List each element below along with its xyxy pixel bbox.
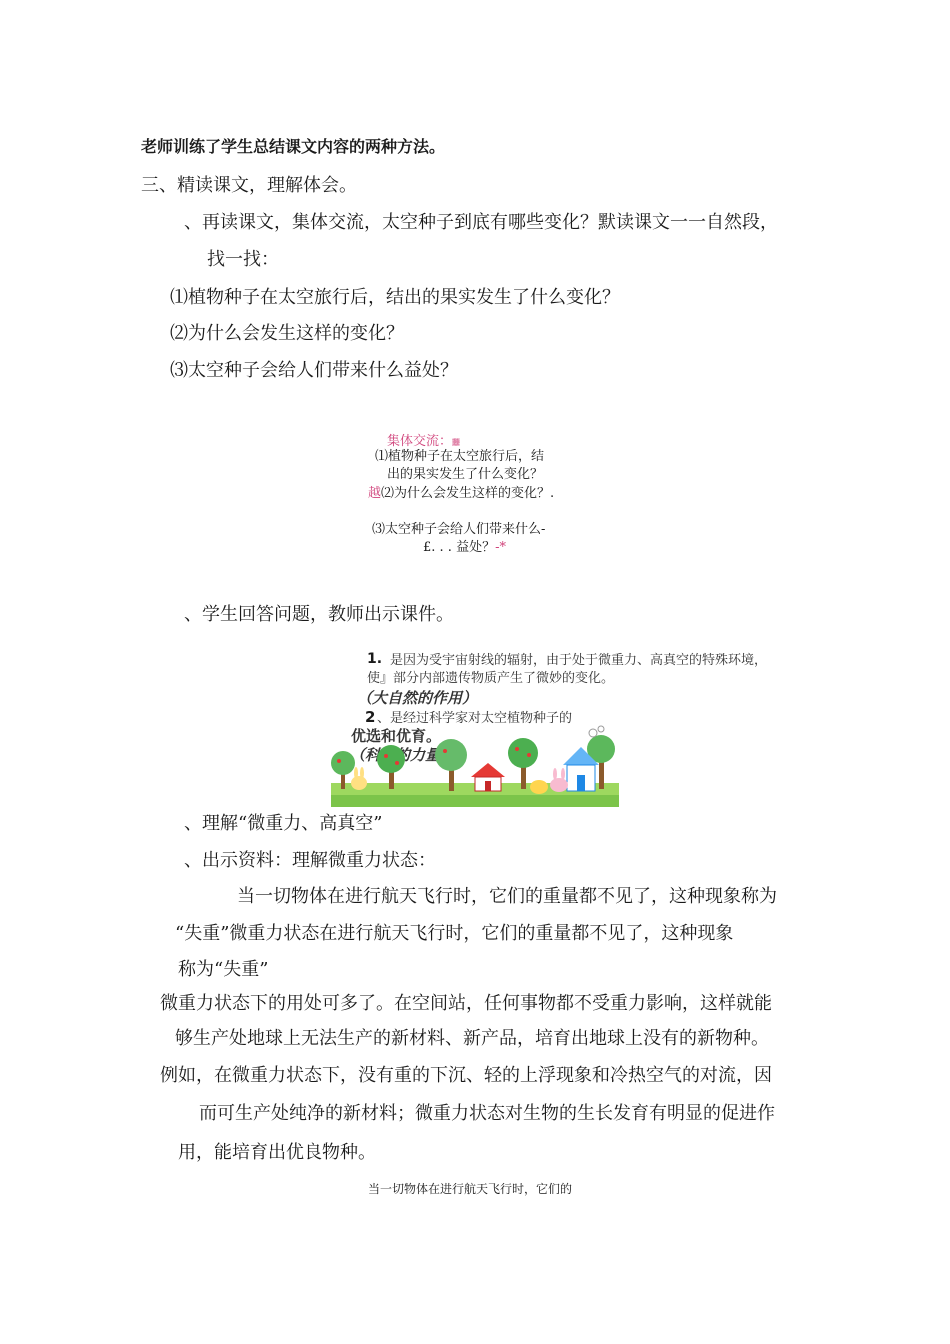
para2-line2: 够生产处地球上无法生产的新材料、新产品，培育出地球上没有的新物种。 <box>175 1028 769 1049</box>
para2-line3: 例如，在微重力状态下，没有重的下沉、轻的上浮现象和冷热空气的对流，因 <box>160 1065 772 1086</box>
slide2-item1-note: （大自然的作用） <box>357 689 478 707</box>
slide1-title-text: 集体交流： <box>387 434 453 449</box>
step-1-line-1: 、再读课文，集体交流，太空种子到底有哪些变化？默读课文一一自然段， <box>184 212 778 233</box>
bunny-character <box>351 767 367 790</box>
section-3-heading: 三、精读课文，理解体会。 <box>141 175 357 196</box>
slide2-item2-line1: 、是经过科学家对太空植物种子的 <box>377 711 573 726</box>
para1-line1: 当一切物体在进行航天飞行时，它们的重量都不见了，这种现象称为 <box>237 886 777 907</box>
grass-shade <box>331 795 619 807</box>
question-2: ⑵为什么会发生这样的变化？ <box>170 323 404 344</box>
intro-line: 老师训练了学生总结课文内容的两种方法。 <box>141 137 446 156</box>
para1-line3: 称为“失重” <box>178 959 269 980</box>
slide1-title <box>387 430 460 449</box>
para1-line2: “失重”微重力状态在进行航天飞行时，它们的重量都不见了，这种现象 <box>175 923 734 944</box>
slide1-q2-text: ⑵为什么会发生这样的变化？. <box>381 486 555 501</box>
question-1: ⑴植物种子在太空旅行后，结出的果实发生了什么变化？ <box>170 287 620 308</box>
tree-2 <box>377 745 405 789</box>
garden-illustration <box>331 725 619 807</box>
slide1-title-mark: 䨻 <box>452 438 461 447</box>
tree-4 <box>508 738 538 789</box>
step-1-line-2: 找一找： <box>207 249 279 270</box>
slide2-item2-line2: 优选和优育。 <box>351 727 442 745</box>
slide2-item2-number: 2 <box>365 708 376 726</box>
footer-caption: 当一切物体在进行航天飞行时，它们的 <box>368 1182 573 1196</box>
para2-line4: 而可生产处纯净的新材料；微重力状态对生物的生长发育有明显的促进作 <box>199 1103 775 1124</box>
slide1-q1-line2: 出的果实发生了什么变化？ <box>387 467 544 482</box>
question-3: ⑶太空种子会给人们带来什么益处？ <box>170 360 458 381</box>
step-3: 、理解“微重力、高真空” <box>184 813 383 834</box>
step-2: 、学生回答问题，教师出示课件。 <box>184 604 454 625</box>
para2-line5: 用，能培育出优良物种。 <box>178 1142 376 1163</box>
para2-line1: 微重力状态下的用处可多了。在空间站，任何事物都不受重力影响，这样就能 <box>160 993 772 1014</box>
slide2-item1-line1: 是因为受宇宙射线的辐射，由于处于微重力、高真空的特殊环境， <box>390 653 768 668</box>
step-4: 、出示资料：理解微重力状态： <box>184 850 436 871</box>
slide1-q3-mark: -* <box>495 540 506 555</box>
dog-character <box>530 780 548 794</box>
slide1-q3-line1: ⑶太空种子会给人们带来什么- <box>372 522 546 537</box>
slide1-q3-line2 <box>423 540 506 556</box>
slide1-q3-line2-text: £. . . 益处？ <box>423 540 496 555</box>
slide1-q1-line1: ⑴植物种子在太空旅行后，结 <box>375 449 545 464</box>
slide1-q2-prefix: 越 <box>368 486 382 501</box>
slide2-item1-number: 1. <box>367 651 383 667</box>
red-house <box>471 763 505 791</box>
slide2-item1-line2: 使』部分内部遗传物质产生了微妙的变化。 <box>367 671 615 686</box>
pink-bunny-character <box>550 768 568 792</box>
slide1-q2 <box>368 486 554 502</box>
